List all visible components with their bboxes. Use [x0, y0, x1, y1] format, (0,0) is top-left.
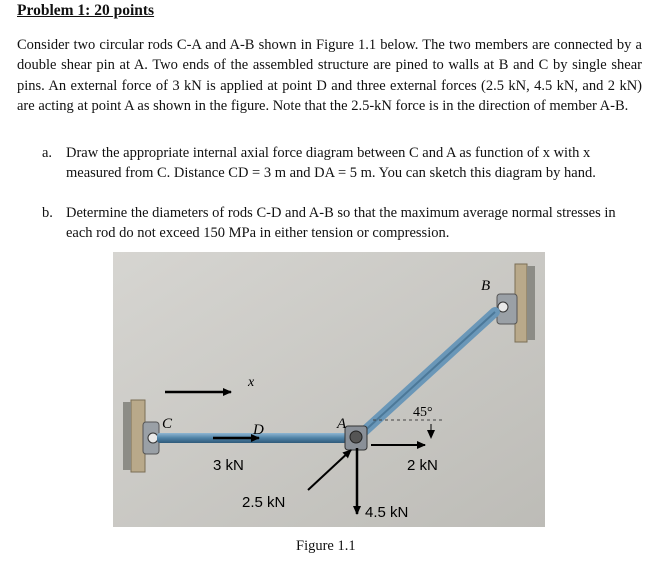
- structure-diagram: [113, 252, 545, 527]
- figure-caption: Figure 1.1: [296, 538, 356, 554]
- question-a-text: Draw the appropriate internal axial force diagram between C and A as function of x with x measured from C. Distance CD = 3 m and DA = 5 m. You can sketch this diagram by hand.: [66, 145, 596, 182]
- pin-a: [345, 426, 367, 450]
- figure-1-1: [113, 252, 545, 527]
- point-b-label: B: [481, 278, 491, 294]
- question-a-label: a.: [42, 145, 53, 161]
- angle-label: 45°: [413, 405, 433, 420]
- force-4-5kn-label: 4.5 kN: [365, 504, 409, 521]
- problem-title: Problem 1: 20 points: [17, 2, 155, 19]
- point-a-label: A: [337, 416, 347, 432]
- question-b: [42, 203, 642, 243]
- question-a: [42, 143, 642, 183]
- force-2kn-label: 2 kN: [407, 457, 438, 474]
- force-3kn-label: 3 kN: [213, 457, 244, 474]
- point-c-label: C: [162, 416, 173, 432]
- question-b-label: b.: [42, 205, 53, 221]
- force-2-5kn-label: 2.5 kN: [242, 494, 286, 511]
- x-label: x: [248, 375, 255, 390]
- question-b-text: Determine the diameters of rods C-D and A-B so that the maximum average normal stresses in each rod do not exceed 150 MPa in either tension or compression.: [66, 205, 616, 242]
- point-d-label: D: [253, 422, 264, 438]
- problem-statement: Consider two circular rods C-A and A-B shown in Figure 1.1 below. The two members are connected by a double shear pin at A. Two ends of the assembled structure are pined to walls at B and C by single shear pins. An external force of 3 kN is applied at point D and three external forces (2.5 kN, 4.5 kN, and 2 kN) are acting at point A as shown in the figure. Note that the 2.5-kN force is in the direction of member A-B.: [17, 37, 642, 115]
